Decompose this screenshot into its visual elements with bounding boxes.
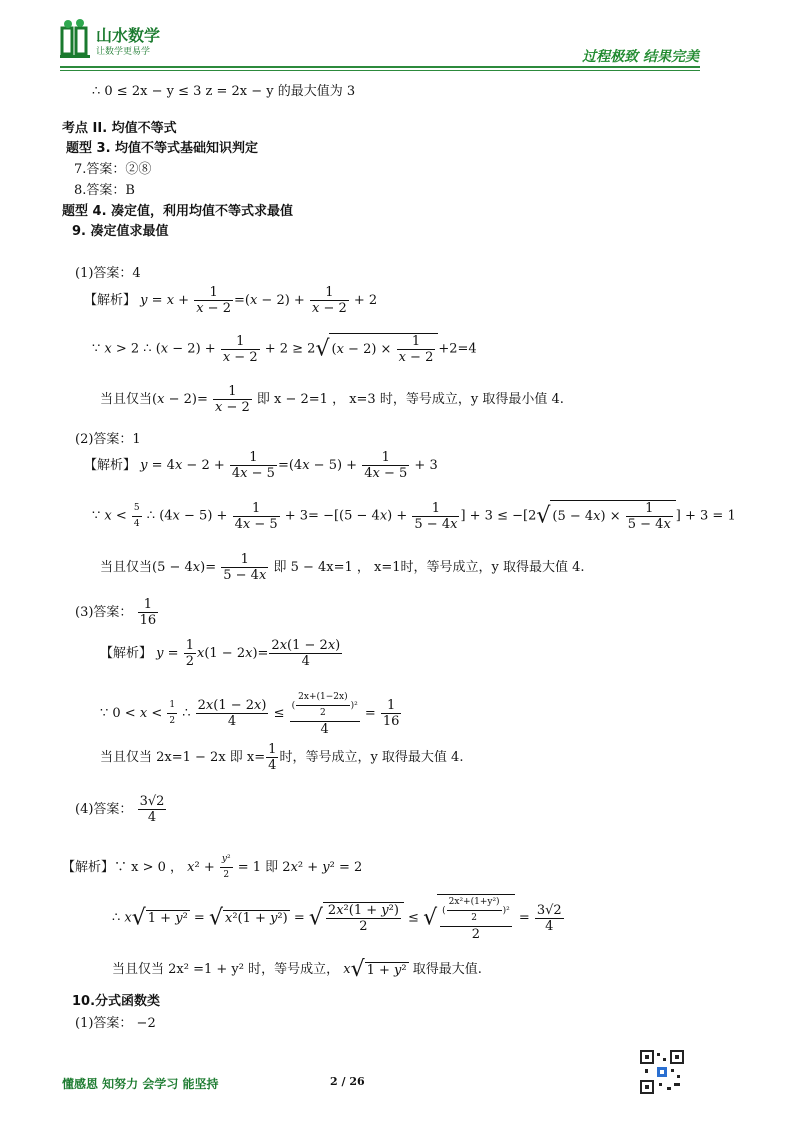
- heading-q9: 9. 凑定值求最值: [72, 224, 169, 239]
- heading-tixing-4: 题型 4. 凑定值，利用均值不等式求最值: [62, 204, 294, 219]
- line-max-value: ∴ 0 ≤ 2x − y ≤ 3 z = 2x − y 的最大值为 3: [92, 84, 356, 99]
- solution-9-3-b: ∵ 0 < x < $\frac{1}{2}$ ∴ $\frac{2x(1 - 2x)}{4}$ ≤ ( $\frac{2x+(1-2x)}{2}$ )² 4 = $\frac{1}{16}$: [100, 692, 400, 737]
- solution-9-2-c: 当且仅当(5 − 4x)= $\frac{1}{5 - 4x}$ 即 5 − 4x=1 ， x=1时，等号成立，y 取得最大值 4.: [100, 552, 585, 583]
- section-kaodian-2: 考点 II. 均值不等式: [62, 121, 177, 136]
- brand-name: 山水数学: [96, 26, 161, 45]
- solution-9-3-a: 【解析】 y = $\frac{1}{2}$ x(1 − 2x)= $\frac{2x(1 - 2x)}{4}$: [100, 638, 341, 669]
- answer-9-3: (3)答案： $\frac{1}{16}$: [75, 597, 157, 628]
- solution-9-1-c: 当且仅当(x − 2)= $\frac{1}{x - 2}$ 即 x − 2=1 ， x=3 时，等号成立，y 取得最小值 4.: [100, 384, 564, 415]
- footer-motto: 懂感恩 知努力 会学习 能坚持: [62, 1077, 219, 1091]
- header-rule: [60, 66, 700, 68]
- answer-7: 7.答案：②⑧: [74, 162, 152, 177]
- answer-9-2: (2)答案：1: [75, 432, 141, 447]
- header-rule-thin: [60, 70, 700, 71]
- heading-tixing-3: 题型 3. 均值不等式基础知识判定: [66, 141, 259, 156]
- solution-9-4-a: 【解析】∵ x > 0 ， x² + $\frac{\text{y²}}{2}$ = 1 即 2x² + y² = 2: [62, 854, 363, 880]
- solution-9-1-a: 【解析】 y = x + $\frac{1}{x - 2}$ =(x − 2) + $\frac{1}{x - 2}$ + 2: [84, 285, 378, 316]
- solution-9-1-b: ∵ x > 2 ∴ (x − 2) + $\frac{1}{x - 2}$ + 2 ≥ 2√ (x − 2) × $\frac{1}{x - 2}$ +2=4: [92, 333, 477, 365]
- logo-icon: [60, 18, 90, 60]
- solution-9-2-b: ∵ x < $\frac{5}{4}$ ∴ (4x − 5) + $\frac{1}{4x - 5}$ + 3= −[(5 − 4x) + $\frac{1}{5 - 4x}$ ] + 3 ≤ −[2√ (5 − 4x) × $\frac{1}{5 - 4x}$ ] + 3 = 1: [92, 500, 736, 532]
- answer-10-1: (1)答案： −2: [75, 1016, 156, 1031]
- solution-9-4-b: ∴ x√ 1 + y² = √ x²(1 + y²) = √ $\frac{\text{2x²(1 + y²)}}{2}$ ≤ √ ( $\frac{\text{2x²+(1+y²)}}{2}$ )² 2 = $\frac{3√2}{4}$: [112, 894, 565, 942]
- page-number: 2 / 26: [330, 1075, 365, 1088]
- solution-9-4-c: 当且仅当 2x² =1 + y² 时，等号成立， x√ 1 + y² 取得最大值.: [112, 957, 482, 982]
- answer-9-4: (4)答案： $\frac{3√2}{4}$: [75, 794, 165, 825]
- brand-subtitle: 让数学更易学: [96, 47, 151, 57]
- header-slogan: 过程极致 结果完美: [582, 49, 699, 65]
- answer-9-1: (1)答案：4: [75, 266, 141, 281]
- answer-8: 8.答案：B: [74, 183, 135, 198]
- solution-9-2-a: 【解析】 y = 4x − 2 + $\frac{1}{4x - 5}$ =(4x − 5) + $\frac{1}{4x - 5}$ + 3: [84, 450, 438, 481]
- heading-q10: 10.分式函数类: [72, 994, 161, 1009]
- qr-code-icon: [640, 1050, 684, 1094]
- solution-9-3-c: 当且仅当 2x=1 − 2x 即 x= $\frac{1}{4}$ 时，等号成立，y 取得最大值 4.: [100, 742, 464, 773]
